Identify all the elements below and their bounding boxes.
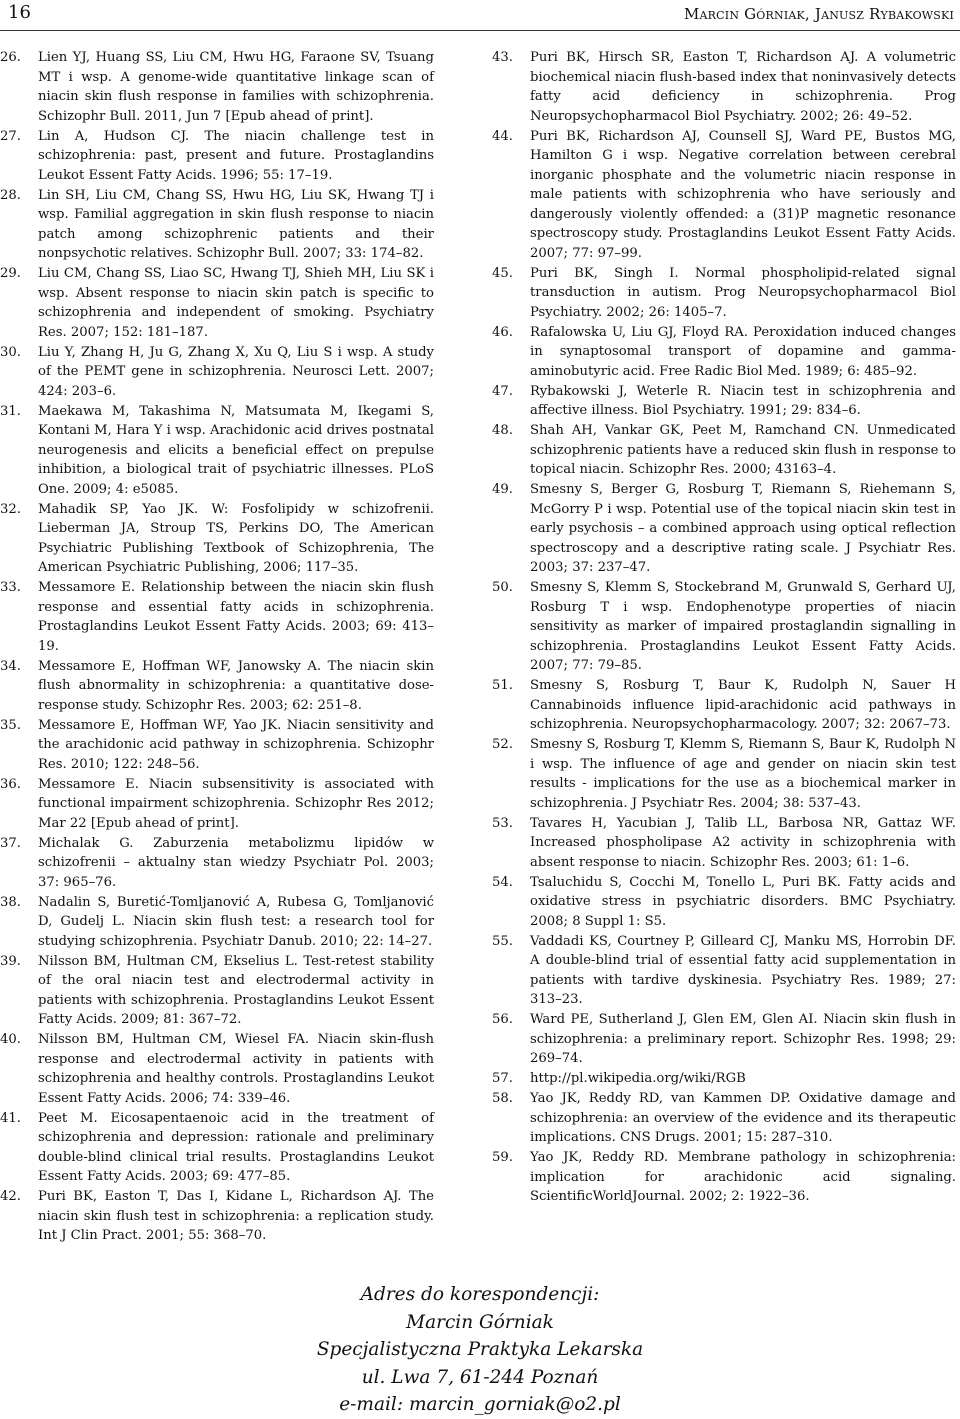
reference-item [0,834,434,893]
reference-text: Messamore E. Relationship between the niacin skin flush response and essential fatty acids in schizophrenia. Prostaglandins Leukot Essent Fatty Acids. 2003; 69: 413–19. [38,580,434,654]
reference-item [0,893,434,952]
reference-text: Smesny S, Rosburg T, Baur K, Rudolph N, Sauer H Cannabinoids influence lipid-arachidonic acid pathways in schizophrenia. Neuropsychopharmacology. 2007; 32: 2067–73. [530,678,956,732]
reference-item [492,1148,956,1207]
reference-text: http://pl.wikipedia.org/wiki/RGB [530,1071,746,1086]
reference-number: 48. [492,423,513,438]
reference-number: 37. [0,835,21,851]
reference-item [0,578,434,656]
running-head-authors: Marcin Górniak, Janusz Rybakowski [683,5,954,23]
reference-item [492,1089,956,1148]
reference-number: 49. [492,482,513,497]
reference-text: Smesny S, Klemm S, Stockebrand M, Grunwald S, Gerhard UJ, Rosburg T i wsp. Endophenotype properties of niacin sensitivity as marker of impaired prostaglandin signalling in schizophrenia. Prostaglandins Leukot Essent Fatty Acids. 2007; 77: 79–85. [530,580,956,673]
reference-text: Vaddadi KS, Courtney P, Gilleard CJ, Manku MS, Horrobin DF. A double-blind trial of essential fatty acid supplementation in patients with tardive dyskinesia. Psychiatry Res. 1989; 27: 313–23. [530,933,956,1007]
address-practice: Specjalistyczna Praktyka Lekarska [316,1339,644,1360]
reference-number: 47. [492,383,513,399]
reference-text: Yao JK, Reddy RD. Membrane pathology in schizophrenia: implication for arachidonic acid signaling. ScientificWorldJournal. 2002; 2: 1922–36. [530,1150,956,1204]
reference-number: 58. [492,1091,513,1106]
reference-item [492,1069,956,1089]
reference-item [0,343,434,402]
reference-number: 51. [492,678,513,693]
reference-number: 41. [0,1110,21,1126]
reference-number: 44. [492,128,513,144]
reference-text: Messamore E, Hoffman WF, Janowsky A. The niacin skin flush abnormality in schizophrenia: a quantitative dose-response study. Schizophr Res. 2003; 62: 251–8. [38,658,434,713]
reference-item [492,814,956,873]
reference-number: 46. [492,324,513,340]
reference-text: Liu Y, Zhang H, Ju G, Zhang X, Xu Q, Liu S i wsp. A study of the PEMT gene in schizophrenia. Neurosci Lett. 2007; 424: 203–6. [38,344,434,399]
reference-item [492,264,956,323]
page-number: 16 [8,2,31,23]
reference-number: 30. [0,344,21,360]
reference-item [492,735,956,813]
reference-item [0,952,434,1030]
reference-text: Smesny S, Berger G, Rosburg T, Riemann S, Riehemann S, McGorry P i wsp. Potential use of the topical niacin skin test in early psychosis – a combined approach using optical reflection spectroscopy and a descriptive rating scale. J Psychiatr Res. 2003; 37: 237–47. [530,482,956,575]
reference-text: Nilsson BM, Hultman CM, Ekselius L. Test-retest stability of the oral niacin test and electrodermal activity in patients with schizophrenia. Prostaglandins Leukot Essent Fatty Acids. 2009; 81: 367–72. [38,953,434,1027]
address-email[interactable]: e-mail: marcin_gorniak@o2.pl [339,1394,621,1415]
reference-number: 38. [0,894,21,910]
reference-text: Liu CM, Chang SS, Liao SC, Hwang TJ, Shieh MH, Liu SK i wsp. Absent response to niacin skin patch is specific to schizophrenia and independent of smoking. Psychiatry Res. 2007; 152: 181–187. [38,266,434,340]
reference-text: Mahadik SP, Yao JK. W: Fosfolipidy w schizofrenii. Lieberman JA, Stroup TS, Perkins DO, The American Psychiatric Publishing Textbook of Schizophrenia, The American Psychiatric Publishing, 2006; 117–35. [38,501,434,575]
reference-number: 52. [492,737,513,752]
reference-text: Tavares H, Yacubian J, Talib LL, Barbosa NR, Gattaz WF. Increased phospholipase A2 activity in schizophrenia with absent response to niacin. Schizophr Res. 2003; 61: 1–6. [530,815,956,870]
reference-text: Rafalowska U, Liu GJ, Floyd RA. Peroxidation induced changes in synaptosomal transport of dopamine and gamma-aminobutyric acid. Free Radic Biol Med. 1989; 6: 485–92. [530,324,956,379]
reference-number: 56. [492,1012,513,1027]
reference-item [492,578,956,676]
reference-item [492,48,956,126]
header-rule [0,30,960,31]
reference-item [0,1187,434,1246]
reference-text: Puri BK, Hirsch SR, Easton T, Richardson AJ. A volumetric biochemical niacin flush-based index that noninvasively detects fatty acid deficiency in schizophrenia. Prog Neuropsychopharmacol Biol Psychiatry. 2002; 26: 49–52. [530,50,956,124]
reference-number: 53. [492,815,513,831]
reference-item [0,716,434,775]
reference-number: 28. [0,187,21,203]
reference-text: Lin A, Hudson CJ. The niacin challenge test in schizophrenia: past, present and future. Prostaglandins Leukot Essent Fatty Acids. 1996; 55: 17–19. [38,128,434,183]
reference-text: Lien YJ, Huang SS, Liu CM, Hwu HG, Faraone SV, Tsuang MT i wsp. A genome-wide quantitative linkage scan of niacin skin flush response in families with schizophrenia. Schizophr Bull. 2011, Jun 7 [Epub ahead of print]. [38,50,434,124]
reference-item [0,775,434,834]
reference-item [0,186,434,264]
reference-number: 55. [492,933,513,949]
reference-number: 36. [0,776,21,792]
references-left-column [0,48,434,1246]
page-header [0,0,960,30]
reference-text: Puri BK, Richardson AJ, Counsell SJ, Ward PE, Bustos MG, Hamilton G i wsp. Negative correlation between cerebral inorganic phosphate and the volumetric niacin response in male patients with schizophrenia who have seriously and dangerously violently offended: a (31)P magnetic resonance spectroscopy study. Prostaglandins Leukot Essent Fatty Acids. 2007; 77: 97–99. [530,128,956,261]
reference-number: 50. [492,580,513,595]
reference-text: Maekawa M, Takashima N, Matsumata M, Ikegami S, Kontani M, Hara Y i wsp. Arachidonic acid drives postnatal neurogenesis and elicits a beneficial effect on prepulse inhibition, a biological trait of psychiatric illnesses. PLoS One. 2009; 4: e5085. [38,403,434,497]
reference-number: 29. [0,266,21,281]
reference-item [492,421,956,480]
reference-text: Smesny S, Rosburg T, Klemm S, Riemann S, Baur K, Rudolph N i wsp. The influence of age and gender on niacin skin test results - implications for the use as a biochemical marker in schizophrenia. J Psychiatr Res. 2004; 38: 537–43. [530,737,956,811]
reference-number: 59. [492,1150,513,1165]
reference-number: 57. [492,1071,513,1086]
reference-item [492,480,956,578]
reference-text: Peet M. Eicosapentaenoic acid in the treatment of schizophrenia and depression: rationale and preliminary double-blind clinical trial results. Prostaglandins Leukot Essent Fatty Acids. 2003; 69: 477–85. [38,1110,434,1184]
address-street: ul. Lwa 7, 61-244 Poznań [361,1366,599,1388]
reference-item [0,264,434,342]
reference-number: 42. [0,1189,21,1204]
reference-number: 32. [0,501,21,517]
reference-number: 54. [492,874,513,890]
reference-number: 45. [492,265,513,281]
reference-text: Messamore E. Niacin subsensitivity is associated with functional impairment schizophrenia. Schizophr Res 2012; Mar 22 [Epub ahead of print]. [38,776,434,831]
reference-number: 39. [0,953,21,969]
reference-item [0,402,434,500]
reference-number: 27. [0,128,21,144]
reference-item [0,500,434,578]
reference-item [492,932,956,1010]
reference-text: Puri BK, Easton T, Das I, Kidane L, Richardson AJ. The niacin skin flush test in schizophrenia: a replication study. Int J Clin Pract. 2001; 55: 368–70. [38,1189,434,1243]
references-right-column [492,48,956,1207]
reference-item [0,1109,434,1187]
reference-text: Nadalin S, Buretić-Tomljanović A, Rubesa G, Tomljanović D, Gudelj L. Niacin skin flush test: a research tool for studying schizophrenia. Psychiatr Danub. 2010; 22: 14–27. [38,894,434,949]
reference-number: 26. [0,50,21,65]
correspondence-address [300,1281,660,1419]
reference-text: Puri BK, Singh I. Normal phospholipid-related signal transduction in autism. Prog Neuropsychopharmacol Biol Psychiatry. 2002; 26: 1405–7. [530,265,956,320]
reference-text: Messamore E, Hoffman WF, Yao JK. Niacin sensitivity and the arachidonic acid pathway in schizophrenia. Schizophr Res. 2010; 122: 248–56. [38,717,434,772]
reference-number: 35. [0,717,21,733]
reference-item [492,382,956,421]
reference-text: Yao JK, Reddy RD, van Kammen DP. Oxidative damage and schizophrenia: an overview of the evidence and its therapeutic implications. CNS Drugs. 2001; 15: 287–310. [530,1091,956,1145]
reference-number: 34. [0,658,21,674]
reference-item [0,657,434,716]
reference-item [0,1030,434,1108]
reference-number: 43. [492,50,513,65]
reference-number: 31. [0,403,21,419]
reference-item [0,48,434,126]
address-name: Marcin Górniak [406,1311,554,1333]
reference-item [492,323,956,382]
reference-item [492,873,956,932]
reference-text: Michalak G. Zaburzenia metabolizmu lipidów w schizofrenii – aktualny stan wiedzy Psychiatr Pol. 2003; 37: 965–76. [38,835,434,890]
reference-text: Nilsson BM, Hultman CM, Wiesel FA. Niacin skin-flush response and electrodermal activity in patients with schizophrenia and healthy controls. Prostaglandins Leukot Essent Fatty Acids. 2006; 74: 339–46. [38,1032,434,1106]
reference-number: 40. [0,1032,21,1047]
reference-item [0,127,434,186]
reference-item [492,1010,956,1069]
reference-text: Rybakowski J, Weterle R. Niacin test in schizophrenia and affective illness. Biol Psychiatry. 1991; 29: 834–6. [530,383,956,418]
reference-text: Tsaluchidu S, Cocchi M, Tonello L, Puri BK. Fatty acids and oxidative stress in psychiatric disorders. BMC Psychiatry. 2008; 8 Suppl 1: S5. [530,874,956,929]
reference-text: Ward PE, Sutherland J, Glen EM, Glen AI. Niacin skin flush in schizophrenia: a preliminary report. Schizophr Res. 1998; 29: 269–74. [530,1012,956,1066]
reference-item [492,127,956,264]
reference-item [492,676,956,735]
reference-number: 33. [0,580,21,595]
reference-text: Lin SH, Liu CM, Chang SS, Hwu HG, Liu SK, Hwang TJ i wsp. Familial aggregation in skin flush response to niacin patch among schizophrenic patients and their nonpsychotic relatives. Schizophr Bull. 2007; 33: 174–82. [38,187,434,261]
reference-text: Shah AH, Vankar GK, Peet M, Ramchand CN. Unmedicated schizophrenic patients have a reduced skin flush in response to topical niacin. Schizophr Res. 2000; 43163–4. [530,423,956,477]
address-heading: Adres do korespondencji: [360,1284,600,1305]
